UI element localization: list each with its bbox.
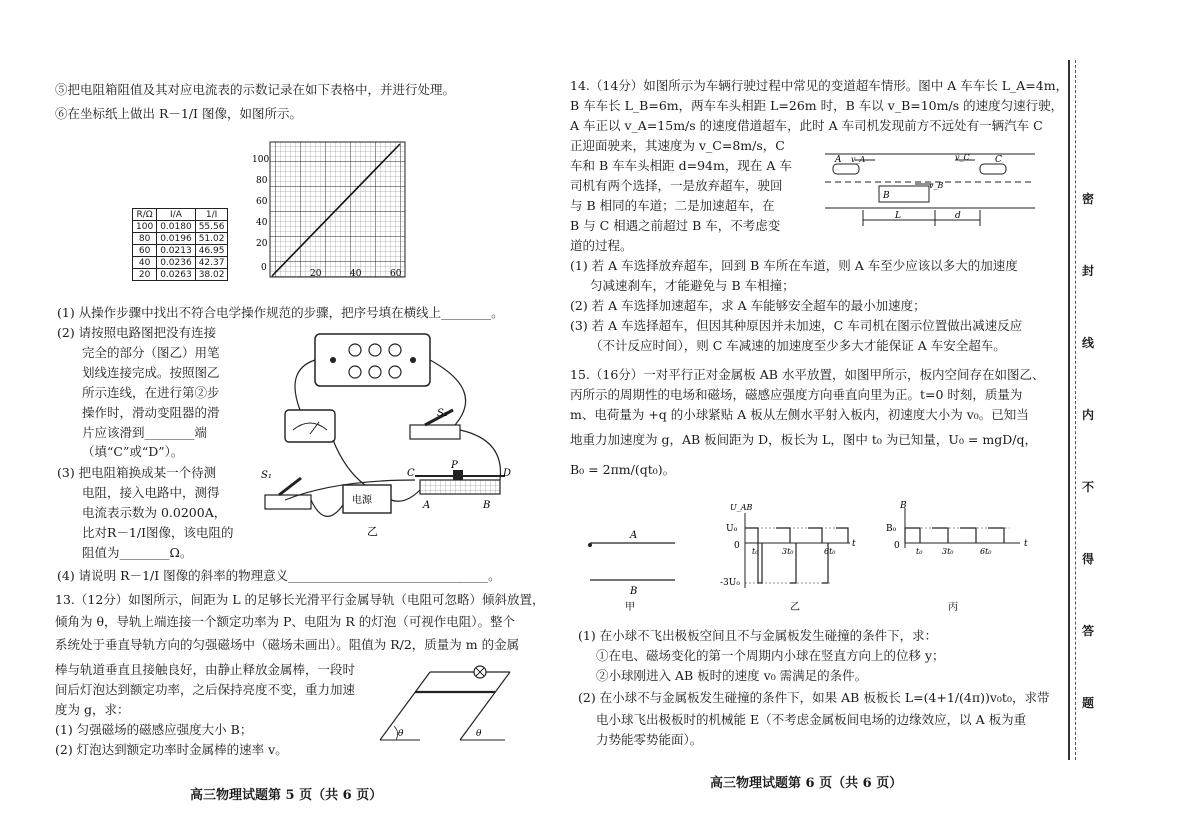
seal-char-3: 线 bbox=[1082, 336, 1095, 350]
car-a-label: A bbox=[835, 155, 842, 165]
q14-line2: B 车车长 L_B=6m，两车车头相距 L=26m 时，B 车以 v_B=10m/s 的速度匀速行驶， bbox=[570, 98, 1064, 113]
q14-line1: 14.（14分）如图所示为车辆行驶过程中常见的变道超车情形。图中 A 车车长 L_A=4m， bbox=[570, 78, 1069, 93]
q15-figures bbox=[580, 498, 1060, 616]
binding-line bbox=[1068, 60, 1072, 760]
circuit-diagram bbox=[255, 330, 525, 545]
q15-line1: 15.（16分）一对平行正对金属板 AB 水平放置，如图甲所示，板内空间存在如图乙、 bbox=[570, 367, 1045, 382]
car-c bbox=[980, 164, 1006, 174]
q12-part1: (1) 从操作步骤中找出不符合电学操作规范的步骤，把序号填在横线上________。 bbox=[57, 305, 504, 320]
q15-part1-sub1: ①在电、磁场变化的第一个周期内小球在竖直方向上的位移 y； bbox=[596, 648, 945, 663]
switch-s1 bbox=[265, 495, 311, 509]
angle-theta-1: θ bbox=[398, 729, 404, 739]
q15-line2: 丙所示的周期性的电场和磁场，磁感应强度方向垂直向里为正。t=0 时刻，质量为 bbox=[570, 387, 1023, 402]
table-cell: 20 bbox=[133, 269, 157, 281]
rheostat bbox=[420, 480, 500, 494]
table-cell: 0.0213 bbox=[157, 245, 196, 257]
q12-part4: (4) 请说明 R－1/I 图像的斜率的物理意义________________________________。 bbox=[57, 568, 501, 583]
s2-label: S₂ bbox=[437, 408, 448, 419]
bing-3t0: 3t₀ bbox=[942, 547, 954, 556]
yi-3t0: 3t₀ bbox=[782, 547, 794, 556]
q12-part2-line3: 划线连接完成。按照图乙 bbox=[82, 365, 220, 380]
q15-line4: 地重力加速度为 g，AB 板间距为 D，板长为 L，图中 t₀ 为已知量，U₀ = mgD/q， bbox=[570, 432, 1037, 447]
table-cell: 0.0263 bbox=[157, 269, 196, 281]
fig-jia-label: 甲 bbox=[625, 602, 635, 613]
q14-part1-line2: 匀减速刹车，才能避免与 B 车相撞； bbox=[590, 278, 795, 293]
table-row bbox=[133, 221, 228, 233]
angle-theta-2: θ bbox=[476, 729, 482, 739]
q12-part3-line2: 电阻，接入电路中，测得 bbox=[82, 485, 220, 500]
q13-line2: 倾角为 θ，导轨上端连接一个额定功率为 P、电阻为 R 的灯泡（可视作电阻）。整个 bbox=[55, 614, 515, 629]
s1-label: S₁ bbox=[261, 470, 272, 481]
page-footer-right: 高三物理试题第 6 页（共 6 页） bbox=[710, 776, 903, 791]
b-axis-label: B bbox=[900, 501, 907, 511]
table-cell: 60 bbox=[133, 245, 157, 257]
table-header-row bbox=[133, 209, 228, 221]
seal-char-8: 题 bbox=[1082, 696, 1095, 710]
q12-part2-line4: 所示连线，在进行第②步 bbox=[82, 385, 220, 400]
q15-part1-sub2: ②小球刚进入 AB 板时的速度 v₀ 需满足的条件。 bbox=[596, 668, 868, 683]
q15-part2-line1: (2) 在小球不与金属板发生碰撞的条件下，如果 AB 板板长 L=(4+1/(4π))v₀t₀，求带 bbox=[578, 690, 1050, 705]
q14-line8: B 与 C 相遇之前超过 B 车，不考虑变 bbox=[570, 218, 781, 233]
plate-a-label: A bbox=[630, 530, 638, 541]
bing-t0: t₀ bbox=[916, 547, 923, 556]
table-cell: 55.56 bbox=[195, 221, 228, 233]
q14-part1-line1: (1) 若 A 车选择放弃超车，回到 B 车所在车道，则 A 车至少应该以多大的加速度 bbox=[570, 258, 1018, 273]
q14-part2: (2) 若 A 车选择加速超车，求 A 车能够安全超车的最小加速度； bbox=[570, 298, 926, 313]
table-header-cell: R/Ω bbox=[133, 209, 157, 221]
q12-part2-line2: 完全的部分（图乙）用笔 bbox=[82, 345, 220, 360]
yi-t-axis: t bbox=[852, 539, 856, 549]
bing-t-axis: t bbox=[1024, 539, 1028, 549]
q13-part1: (1) 匀强磁场的磁感应强度大小 B； bbox=[55, 722, 253, 737]
origin-label-bing: 0 bbox=[894, 541, 900, 551]
circuit-caption: 乙 bbox=[367, 525, 378, 538]
table-cell: 80 bbox=[133, 233, 157, 245]
q12-part2-line1: (2) 请按照电路图把没有连接 bbox=[57, 325, 217, 340]
q14-line6: 司机有两个选择，一是放弃超车，驶回 bbox=[570, 178, 783, 193]
b0-label: B₀ bbox=[886, 524, 897, 534]
bing-6t0: 6t₀ bbox=[980, 547, 992, 556]
table-cell: 100 bbox=[133, 221, 157, 233]
table-cell: 0.0236 bbox=[157, 257, 196, 269]
slider-p: P bbox=[451, 460, 458, 471]
plate-b-label: B bbox=[630, 586, 638, 597]
q12-part3-line3: 电流表示数为 0.0200A， bbox=[82, 505, 227, 520]
x-tick-20: 20 bbox=[310, 269, 322, 279]
q15-part1: (1) 在小球不飞出极板空间且不与金属板发生碰撞的条件下，求： bbox=[578, 628, 938, 643]
road-overtaking-diagram bbox=[825, 148, 1040, 228]
y-tick-60: 60 bbox=[256, 197, 268, 207]
step-6-text: ⑥在坐标纸上做出 R－1/I 图像，如图所示。 bbox=[55, 106, 302, 121]
table-header-cell: I/A bbox=[157, 209, 196, 221]
q15-part2-line3: 力势能零势能面）。 bbox=[596, 732, 703, 747]
seal-char-1: 密 bbox=[1082, 192, 1095, 206]
q12-part2-line6: 片应该滑到________端 bbox=[82, 425, 208, 440]
switch-s2 bbox=[410, 425, 460, 439]
q13-line3: 系统处于垂直导轨方向的匀强磁场中（磁场未画出）。阻值为 R/2，质量为 m 的金属 bbox=[55, 637, 520, 652]
r-inverse-i-graph bbox=[250, 136, 420, 286]
vc-label: v_C bbox=[955, 153, 970, 162]
q15-line5: B₀ = 2πm/(qt₀)。 bbox=[570, 462, 676, 477]
table-cell: 38.02 bbox=[195, 269, 228, 281]
q15-part2-line2: 电小球飞出极板时的机械能 E（不考虑金属板间电场的边缘效应，以 A 板为重 bbox=[596, 712, 1027, 727]
distance-d-label: d bbox=[955, 211, 961, 221]
q12-part3-line4: 比对R－1/I图像，该电阻的 bbox=[82, 525, 234, 540]
distance-l-label: L bbox=[895, 211, 901, 221]
seal-char-5: 不 bbox=[1082, 480, 1095, 494]
yi-6t0: 6t₀ bbox=[824, 547, 836, 556]
y-tick-20: 20 bbox=[256, 239, 268, 249]
table-cell: 0.0180 bbox=[157, 221, 196, 233]
terminal-a: A bbox=[423, 500, 431, 511]
neg3u0-label: -3U₀ bbox=[720, 578, 740, 588]
vb-label: v_B bbox=[929, 181, 944, 190]
seal-char-6: 得 bbox=[1082, 552, 1095, 566]
terminal-b: B bbox=[483, 500, 491, 511]
table-row bbox=[133, 233, 228, 245]
table-cell: 40 bbox=[133, 257, 157, 269]
table-row bbox=[133, 245, 228, 257]
uab-label: U_AB bbox=[730, 503, 753, 512]
u0-label: U₀ bbox=[726, 524, 738, 534]
table-row bbox=[133, 269, 228, 281]
terminal-d: D bbox=[503, 468, 512, 479]
table-row bbox=[133, 257, 228, 269]
y-tick-80: 80 bbox=[256, 176, 268, 186]
step-5-text: ⑤把电阻箱阻值及其对应电流表的示数记录在如下表格中，并进行处理。 bbox=[55, 82, 456, 97]
data-table bbox=[132, 208, 228, 281]
table-cell: 0.0196 bbox=[157, 233, 196, 245]
y-tick-40: 40 bbox=[256, 218, 268, 228]
seal-char-2: 封 bbox=[1082, 264, 1095, 278]
binding-dashed-line bbox=[1075, 60, 1076, 760]
q15-line3: m、电荷量为 +q 的小球紧贴 A 板从左侧水平射入板内，初速度大小为 v₀。已知当 bbox=[570, 407, 1029, 422]
x-tick-60: 60 bbox=[390, 269, 402, 279]
y-tick-100: 100 bbox=[252, 155, 270, 165]
page-footer-left: 高三物理试题第 5 页（共 6 页） bbox=[190, 788, 383, 803]
seal-char-7: 答 bbox=[1082, 624, 1095, 638]
truck-b-label: B bbox=[883, 191, 890, 201]
x-tick-40: 40 bbox=[350, 269, 362, 279]
q12-part3-line1: (3) 把电阻箱换成某一个待测 bbox=[57, 465, 217, 480]
q14-line5: 车和 B 车车头相距 d=94m，现在 A 车 bbox=[570, 158, 792, 173]
q12-part2-line7: （填“C”或“D”）。 bbox=[82, 444, 184, 459]
q14-line4: 正迎面驶来，其速度为 v_C=8m/s，C bbox=[570, 138, 785, 153]
q13-line5: 间后灯泡达到额定功率，之后保持亮度不变，重力加速 bbox=[55, 682, 356, 697]
fig-bing-label: 丙 bbox=[948, 602, 958, 613]
q14-line7: 与 B 相同的车道；二是加速超车，在 bbox=[570, 198, 775, 213]
terminal-c: C bbox=[407, 468, 415, 479]
table-cell: 42.37 bbox=[195, 257, 228, 269]
ball bbox=[588, 543, 592, 547]
q14-part3-line1: (3) 若 A 车选择超车，但因其种原因并未加速，C 车司机在图示位置做出减速反应 bbox=[570, 318, 1023, 333]
q13-part2: (2) 灯泡达到额定功率时金属棒的速率 v。 bbox=[55, 742, 288, 757]
q14-line3: A 车正以 v_A=15m/s 的速度借道超车，此时 A 车司机发现前方不远处有一辆汽车 C bbox=[570, 118, 1043, 133]
q14-part3-line2: （不计反应时间），则 C 车减速的加速度至少多大才能保证 A 车安全超车。 bbox=[590, 338, 1006, 353]
origin-label-yi: 0 bbox=[734, 541, 740, 551]
q12-part2-line5: 操作时，滑动变阻器的滑 bbox=[82, 405, 220, 420]
battery-label: 电源 bbox=[352, 495, 372, 506]
table-cell: 51.02 bbox=[195, 233, 228, 245]
left-page bbox=[0, 0, 545, 821]
seal-char-4: 内 bbox=[1082, 408, 1095, 422]
q12-part3-line5: 阻值为________Ω。 bbox=[82, 545, 193, 560]
q13-line1: 13.（12分）如图所示，间距为 L 的足够长光滑平行金属导轨（电阻可忽略）倾斜放置， bbox=[55, 592, 545, 607]
y-tick-0: 0 bbox=[261, 263, 267, 273]
car-c-label: C bbox=[995, 155, 1002, 165]
table-header-cell: 1/I bbox=[195, 209, 228, 221]
right-page bbox=[560, 0, 1069, 821]
q13-line4: 棒与轨道垂直且接触良好，由静止释放金属棒，一段时 bbox=[55, 662, 356, 677]
va-label: v_A bbox=[851, 155, 866, 164]
q13-line6: 度为 g，求： bbox=[55, 702, 130, 717]
yi-t0: t₀ bbox=[752, 547, 759, 556]
q14-line9: 道的过程。 bbox=[570, 238, 633, 253]
fig-yi-label: 乙 bbox=[790, 602, 800, 613]
ammeter bbox=[285, 410, 335, 442]
table-cell: 46.95 bbox=[195, 245, 228, 257]
car-a bbox=[833, 164, 859, 174]
inclined-rails-diagram bbox=[370, 660, 515, 750]
